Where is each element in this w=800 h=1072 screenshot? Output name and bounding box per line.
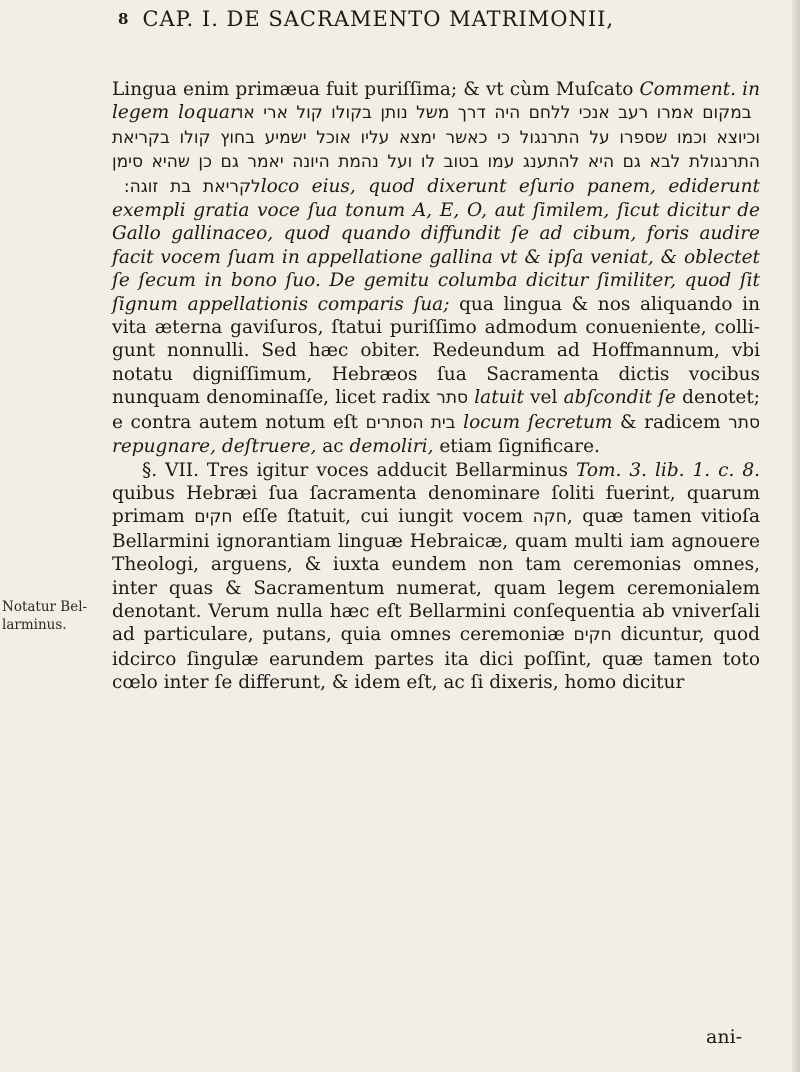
- page-edge: [792, 0, 800, 1072]
- hebrew-word: חקה: [532, 507, 567, 528]
- running-header: [118, 0, 718, 38]
- page-number: 8: [118, 10, 129, 28]
- paragraph-2: §. VII. Tres igitur voces adducit Bellarminus Tom. 3. lib. 1. c. 8. quibus Hebræi ſua ſacramenta denominare ſoliti fuerint, quarum primam חקים eſſe ſtatuit, cui iungit vocem חקה, quæ tamen vitioſa Bellarmini ignorantiam linguæ Hebraicæ, quam multi iam agnouere Theologi, arguens, & iuxta eundem non tam ceremonias omnes, inter quas & Sacramentum numerat, quam legem ceremonialem denotant. Verum nulla hæc eſt Bellarmini conſequentia ab vniverſali ad particulare, putans, quia omnes ceremoniæ חקים dicuntur, quod idcirco ſingulæ earundem partes ita dici poſſint, quæ tamen toto cœlo inter ſe differunt, & idem eſt, ac ſi dixeris, homo dicitur: [112, 459, 761, 694]
- catchword: ani-: [706, 1026, 743, 1048]
- hebrew-word: סתר: [436, 388, 469, 409]
- hebrew-word: חקים: [194, 507, 233, 528]
- hebrew-quote: במקום אמרו רעב אנכי ללחם היה דרך משל נותן בקולו קול ארי או וכיוצא וכמו שספרו על התרנגול כי כאשר ימצא עליו אוכל ישמיע בחוץ קולו בקריאת התרנגולת לבא גם היא להתענג עמו בטוב לו ועל נהמת היונה יאמר גם כן שהיא סימן לקריאת בת זוגה:: [112, 103, 761, 197]
- hebrew-word: סתר: [728, 412, 760, 433]
- paragraph-1: Lingua enim primæua fuit puriſſima; & vt cùm Muſcato Comment. in legem loquar במקום אמרו רעב אנכי ללחם היה דרך משל נותן בקולו קול ארי או וכיוצא וכמו שספרו על התרנגול כי כאשר ימצא עליו אוכל ישמיע בחוץ קולו בקריאת התרנגולת לבא גם היא להתענג עמו בטוב לו ועל נהמת היונה יאמר גם כן שהיא סימן לקריאת בת זוגה: loco eius, quod dixerunt eſurio panem, ediderunt exempli gratia voce ſua tonum A, E, O, aut ſimilem, ſicut dicitur de Gallo gallinaceo, quod quando diffundit ſe ad cibum, foris audire facit vocem ſuam in appellatione gallina vt & ipſa veniat, & oblectet ſe ſecum in bono ſuo. De gemitu columba dicitur ſimiliter, quod ſit ſignum appellationis comparis ſua; qua lingua & nos aliquando in vita æterna gaviſuros, ſtatui puriſſimo admodum conueniente, colligunt nonnulli. Sed hæc obiter. Redeundum ad Hoffmannum, vbi notatu digniſſimum, Hebræos ſua Sacramenta dictis vocibus nunquam denominaſſe, licet radix סתר latuit vel abſcondit ſe denotet; e contra autem notum eſt בית הסתרים locum ſecretum & radicem סתר repugnare, deſtruere, ac demoliri, etiam ſignificare.: [112, 79, 761, 458]
- hebrew-word: חקים: [573, 625, 612, 646]
- hebrew-word: בית הסתרים: [365, 412, 456, 433]
- main-text: [112, 78, 760, 695]
- margin-note: Notatur Bellarminus.: [2, 599, 88, 633]
- running-title: CAP. I. DE SACRAMENTO MATRIMONII,: [142, 7, 615, 31]
